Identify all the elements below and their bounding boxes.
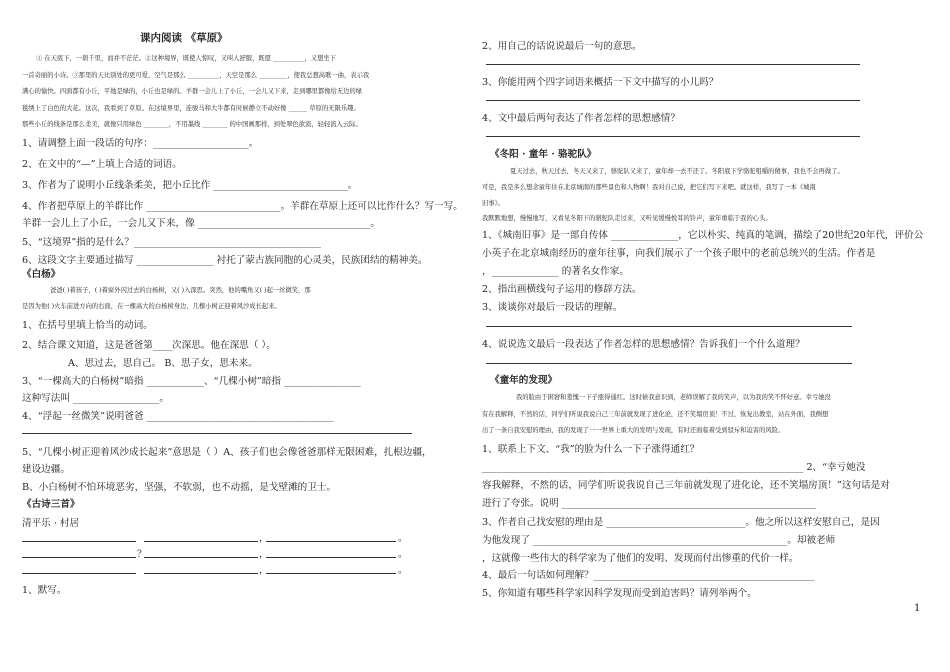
left-text-line: 3、“一棵高大的白杨树”暗指 ____________、“几棵小树”暗指 ________________	[22, 376, 361, 387]
left-text-line: B、小白杨树不怕环境恶劣，坚强，不软弱，也不动摇，是戈壁滩的卫士。	[22, 482, 337, 493]
left-text-line: 羊群一会儿上了小丘，一会儿又下来，像 ____________________________________。	[22, 218, 381, 229]
left-text-line: 一首奇丽的小诗。③那里的天比别处的更可爱，空气是那么 __________，天空是那么 _________，使我总想高歌一曲，表示我	[22, 72, 370, 79]
left-text-line: 是因为他( )火车前进方向的右面，在一棵高大的白杨树身边，几棵小树正迎着风沙成长起来。	[22, 303, 281, 310]
right-text-line: 4、文中最后两句表达了作者怎样的思想感情？	[482, 113, 680, 124]
punctuation-mark: 。	[398, 533, 408, 544]
punctuation-mark: ？	[137, 549, 147, 560]
answer-line	[486, 100, 860, 101]
right-text-line: 容我解释，不然的话，同学们听说我说自己三年前就发现了进化论，还不笑塌房顶！”这句话是对	[482, 480, 890, 491]
left-text-line: 这种写法叫 __________________。	[22, 393, 169, 404]
right-text-line: 小英子在北京城南经历的童年往事，向我们展示了一个孩子眼中的老前总统兴的生活。作者是	[482, 248, 876, 259]
page-number: 1	[914, 603, 921, 614]
answer-line	[266, 573, 396, 574]
right-text-line: 1、《城南旧事》是一部自传体 ______________，它以朴实、纯真的笔调，描绘了20世纪20年代，评价公	[482, 230, 924, 241]
left-text-line: 爸爸( )着孩子，( )着窗外闪过去的白杨树，又( )入深思。突然，他的嘴角又( )起一丝微笑，那	[50, 287, 311, 294]
left-text-line: 满心的愉快。四面都有小丘，平地是绿的，小丘也是绿的。羊群一会儿上了小丘，一会儿又下来，走到哪里都像给无边的绿	[22, 88, 363, 95]
right-text-line: 可是，我是多么想念童年住在北京城南的那些景色和人物啊！我对自己说，把它们写下来吧。就这样，我写了一本《城南	[482, 184, 816, 191]
left-text-line: 2、在文中的“—”上填上合适的词语。	[22, 159, 182, 170]
left-text-line: 4、作者把草原上的羊群比作 ____________________________。羊群在草原上还可以比作什么？写一写。	[22, 201, 463, 212]
left-text-line: A、思过去，思自己。 B、思子女，思未来。	[68, 358, 258, 369]
left-text-line: 1、在括号里填上恰当的动词。	[22, 320, 153, 331]
right-text-line: 4、说说选文最后一段表达了作者怎样的思想感情？告诉我们一个什么道理？	[482, 339, 805, 350]
answer-line	[486, 363, 852, 364]
punctuation-mark: ，	[259, 565, 269, 576]
answer-line	[486, 136, 860, 137]
left-text-line: 1、请调整上面一段话的句序：____________________。	[22, 138, 259, 149]
answer-line	[266, 557, 396, 558]
answer-line	[144, 573, 258, 574]
right-text-line: 为他发现了 _____________________________________________________。却被老师	[482, 535, 836, 546]
left-text-line: 5、“几棵小树正迎着风沙成长起来”意思是（ ）A、孩子们也会像爸爸那样无限困难，扎根边疆，	[22, 447, 432, 458]
answer-line	[22, 573, 136, 574]
punctuation-mark: 。	[398, 549, 408, 560]
left-text-line: 建设边疆。	[22, 464, 70, 475]
answer-line	[486, 326, 852, 327]
right-text-line: 4、最后一句话如何理解？______________________________________________	[482, 570, 815, 581]
right-text-line: 2、指出画横线句子运用的修辞方法。	[482, 284, 642, 295]
right-text-line: 夏天过去，秋天过去，冬天又来了，骆驼队又来了，童年却一去不还了。冬阳底下学骆驼咀嚼的傻事，我也不会再做了。	[510, 168, 844, 175]
left-text-line: 5、“这境界”指的是什么？_______________________________________	[22, 237, 321, 248]
left-text-line: 清平乐 · 村居	[22, 518, 80, 529]
left-text-line: 毯绣上了白色的大花。这次，我看到了草原。在这境界里，连骏马和大牛都有时候静立不动好像 ______ 草原的无限乐趣。	[22, 105, 360, 112]
punctuation-mark: 。	[398, 565, 408, 576]
punctuation-mark: ，	[259, 533, 269, 544]
left-text-line: 《古诗三首》	[22, 499, 80, 510]
right-text-line: ___________________________________________________________________ 2、“幸亏她没	[482, 462, 866, 473]
right-text-line: 1、联系上下文、“我”的脸为什么一下子涨得通红？	[482, 444, 700, 455]
left-text-line: 《白杨》	[22, 269, 61, 280]
left-text-line: 课内阅读 《草原》	[140, 32, 228, 44]
left-text-line: 3、作者为了说明小丘线条柔美，把小丘比作 ____________________________。	[22, 180, 358, 191]
left-text-line: 6、这段文字主要通过描写 ________________ 衬托了蒙古族同胞的心灵美，民族团结的精神美。	[22, 255, 428, 266]
right-text-line: 出了一条自我安慰的理由，我的发现了一一世界上重大的发明与发现，有时还面临着受到驳斥和迫害的风险。	[482, 427, 785, 434]
right-text-line: 5、你知道有哪些科学家因科学发现而受到迫害吗？请列举两个。	[482, 588, 757, 599]
right-text-line: 《童年的发现》	[490, 375, 558, 386]
right-text-line: 《冬阳 · 童年 · 骆驼队》	[490, 149, 597, 160]
punctuation-mark: ，	[259, 549, 269, 560]
right-text-line: 有在我解释，不然的话，同学们听说我说自己三年前就发现了进化论，还不笑塌房顶！不过，恢复出教室，站在外面，我侧想	[482, 411, 829, 418]
left-text-line: 1、默写。	[22, 585, 67, 596]
answer-line	[22, 541, 136, 542]
right-text-line: 3、作者自己找安慰的理由是 _____________________________。他之所以这样安慰自己，是因	[482, 517, 880, 528]
right-text-line: ，______________ 的著名女作家。	[482, 266, 629, 277]
left-text-line: ① 在天底下，一碧千里，而并不茫茫。②这种境界，既使人惊叹，又叫人舒服，既愿 __________，又想坐下	[36, 55, 336, 62]
answer-line	[144, 541, 258, 542]
right-text-line: 进行了夸张。说明 _____________________________________________________	[482, 498, 817, 509]
left-text-line: 那些小丘的线条是那么柔美，就像只用绿色 ________，不用墨线 ________ 的中国画那样，到处翠色欲流，轻轻流入云际。	[22, 121, 362, 128]
right-text-line: 我的脸由于困窘和羞愧一下子涨得通红。这时候我意识到，老师误解了我的笑声，以为我的笑不怀好意。幸亏她没	[516, 394, 831, 401]
left-text-line: 2、结合课文知道，这是爸爸第____次深思。他在深思（ ）。	[22, 340, 276, 351]
right-text-line: 2、用自己的话说说最后一句的意思。	[482, 41, 642, 52]
answer-line	[22, 557, 136, 558]
right-text-line: 我默默地想，慢慢地写，又看见冬阳下的骆驼队走过来，又听见缓慢悦耳的铃声，童年重临于我的心头。	[482, 215, 772, 222]
right-text-line: ，这就像一些伟大的科学家为了他们的发明、发现而付出惨重的代价一样。	[482, 553, 799, 564]
answer-line	[266, 541, 396, 542]
left-text-line: 4、“浮起一丝微笑”说明爸爸 _______________________________________	[22, 411, 334, 422]
right-text-line: 3、你能用两个四字词语来概括一下文中描写的小儿吗？	[482, 77, 719, 88]
answer-line	[144, 557, 258, 558]
answer-line	[486, 64, 860, 65]
right-text-line: 旧事》。	[482, 200, 505, 207]
answer-line	[22, 433, 412, 434]
right-text-line: 3、谈谈你对最后一段话的理解。	[482, 302, 623, 313]
